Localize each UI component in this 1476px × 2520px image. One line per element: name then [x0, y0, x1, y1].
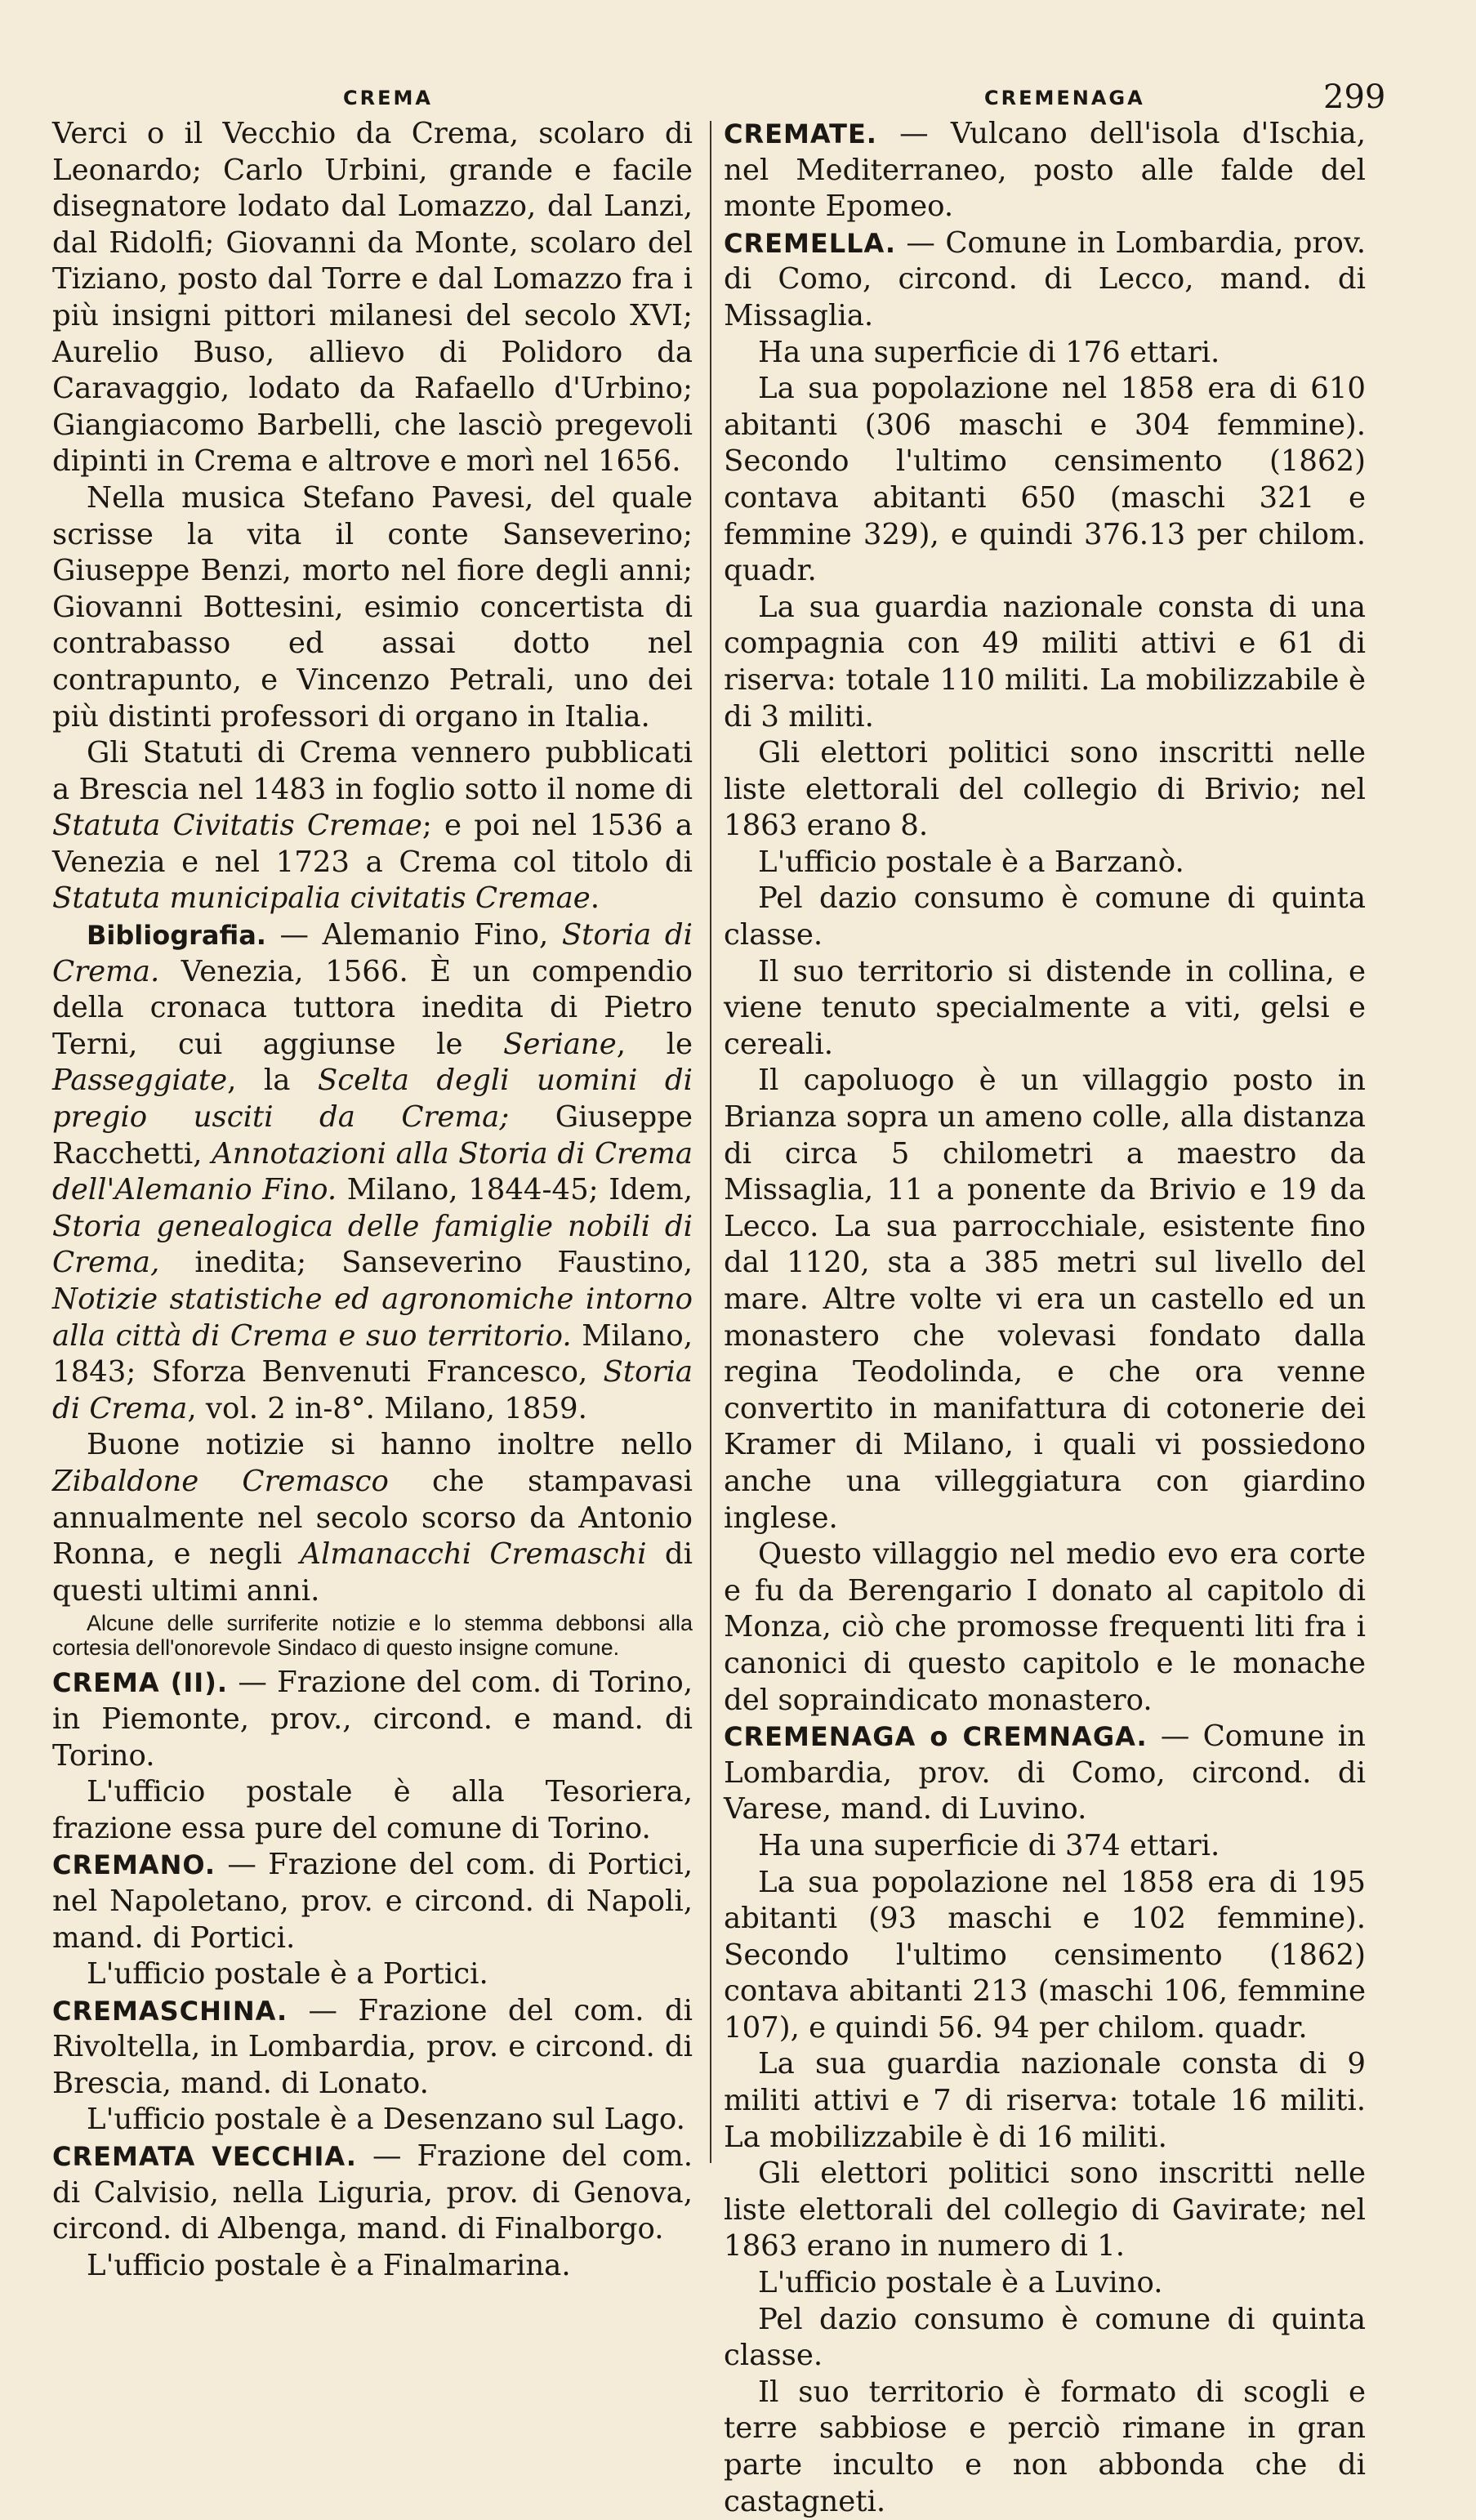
cremenaga-paragraph: Il suo territorio è formato di scogli e terre sabbiose e perciò rimane in gran parte inculto e non abbonda che di castagneti. — [724, 2375, 1366, 2518]
cremenaga-paragraph: Ha una superficie di 374 ettari. — [758, 1828, 1220, 1862]
entry-cremano-postal: L'ufficio postale è a Portici. — [87, 1957, 488, 1991]
cremella-paragraph: L'ufficio postale è a Barzanò. — [758, 845, 1184, 879]
cremella-paragraph: La sua popolazione nel 1858 era di 610 abitanti (306 maschi e 304 femmine). Secondo l'ultimo censimento (1862) contava abitanti 650 (maschi 321 e femmine 329), e quindi 376.13 per chilom. quadr. — [724, 372, 1366, 588]
cremenaga-paragraph: L'ufficio postale è a Luvino. — [758, 2266, 1163, 2300]
lemma-cremata-vecchia: CREMATA VECCHIA. — [52, 2141, 357, 2173]
cremella-paragraph: La sua guardia nazionale consta di una compagnia con 49 militi attivi e 61 di riserva: totale 110 militi. La mobilizzabile è di 3 militi. — [724, 590, 1366, 734]
footnote-acknowledgement: Alcune delle surriferite notizie e lo stemma debbonsi alla cortesia dell'onorevole Sindaco di questo insigne comune. — [52, 1611, 693, 1661]
paragraph-painters: Verci o il Vecchio da Crema, scolaro di Leonardo; Carlo Urbini, grande e facile disegnatore lodato dal Lomazzo, dal Lanzi, dal Ridolfi; Giovanni da Monte, scolaro del Tiziano, posto dal Torre e dal Lomazzo fra i più insigni pittori milanesi del secolo XVI; Aurelio Buso, allievo di Polidoro da Caravaggio, lodato da Rafaello d'Urbino; Giangiacomo Barbelli, che lasciò pregevoli dipinti in Crema e altrove e morì nel 1656. — [52, 117, 693, 479]
cremenaga-paragraph: La sua guardia nazionale consta di 9 militi attivi e 7 di riserva: totale 16 militi. La mobilizzabile è di 16 militi. — [724, 2047, 1366, 2154]
entry-crema-ii-postal: L'ufficio postale è alla Tesoriera, frazione essa pure del comune di Torino. — [52, 1775, 693, 1845]
page-number: 299 — [1323, 78, 1386, 116]
cremella-paragraph: Questo villaggio nel medio evo era corte e fu da Berengario I donato al capitolo di Monza, ciò che promosse frequenti liti fra i canonici di questo capitolo e le monache del sopraindicato monastero. — [724, 1537, 1366, 1717]
entry-cremaschina: CREMASCHINA. — Frazione del com. di Rivoltella, in Lombardia, prov. e circond. di Brescia, mand. di Lonato. — [52, 1993, 693, 2100]
entry-cremano: CREMANO. — Frazione del com. di Portici, nel Napoletano, prov. e circond. di Napoli, mand. di Portici. — [52, 1848, 693, 1955]
entry-cremata-vecchia-postal: L'ufficio postale è a Finalmarina. — [87, 2248, 571, 2282]
running-head-left: CREMA — [343, 87, 433, 109]
entry-cremenaga: CREMENAGA o CREMNAGA. — Comune in Lombardia, prov. di Como, circond. di Varese, mand. di Luvino. — [724, 1719, 1366, 1826]
right-column — [724, 116, 1366, 2520]
cremella-paragraph: Gli elettori politici sono inscritti nelle liste elettorali del collegio di Brivio; nel 1863 erano 8. — [724, 736, 1366, 843]
entry-cremaschina-postal: L'ufficio postale è a Desenzano sul Lago. — [87, 2103, 685, 2137]
cremenaga-paragraph: Pel dazio consumo è comune di quinta classe. — [724, 2302, 1366, 2373]
paragraph-statutes: Gli Statuti di Crema vennero pubblicati a Brescia nel 1483 in foglio sotto il nome di Statuta Civitatis Cremae; e poi nel 1536 a Venezia e nel 1723 a Crema col titolo di Statuta municipalia civitatis Cremae. — [52, 736, 693, 916]
lemma-cremaschina: CREMASCHINA. — [52, 1995, 288, 2027]
cremenaga-paragraph: La sua popolazione nel 1858 era di 195 abitanti (93 maschi e 102 femmine). Secondo l'ultimo censimento (1862) contava abitanti 213 (maschi 106, femmine 107), e quindi 56. 94 per chilom. quadr. — [724, 1865, 1366, 2045]
lemma-cremenaga: CREMENAGA o CREMNAGA. — [724, 1721, 1148, 1753]
entry-cremella: CREMELLA. — Comune in Lombardia, prov. di Como, circond. di Lecco, mand. di Missaglia. — [724, 225, 1366, 332]
lemma-cremate: CREMATE. — [724, 118, 877, 149]
lemma-cremano: CREMANO. — [52, 1849, 216, 1881]
cremella-paragraph: Il suo territorio si distende in collina, e viene tenuto specialmente a viti, gelsi e cereali. — [724, 954, 1366, 1061]
cremella-paragraph: Pel dazio consumo è comune di quinta classe. — [724, 881, 1366, 952]
paragraph-zibaldone: Buone notizie si hanno inoltre nello Zibaldone Cremasco che stampavasi annualmente nel secolo scorso da Antonio Ronna, e negli Almanacchi Cremaschi di questi ultimi anni. — [52, 1428, 693, 1608]
cremella-paragraph: Ha una superficie di 176 ettari. — [758, 335, 1220, 369]
paragraph-music: Nella musica Stefano Pavesi, del quale scrisse la vita il conte Sanseverino; Giuseppe Benzi, morto nel fiore degli anni; Giovanni Bottesini, esimio concertista di contrabasso ed assai dotto nel contrapunto, e Vincenzo Petrali, uno dei più distinti professori di organo in Italia. — [52, 480, 693, 734]
lemma-cremella: CREMELLA. — [724, 227, 896, 259]
left-column — [52, 116, 693, 2284]
entry-crema-ii: CREMA (II). — Frazione del com. di Torino, in Piemonte, prov., circond. e mand. di Torino. — [52, 1666, 693, 1773]
entry-cremata-vecchia: CREMATA VECCHIA. — Frazione del com. di Calvisio, nella Liguria, prov. di Genova, circond. di Albenga, mand. di Finalborgo. — [52, 2139, 693, 2246]
bibliography-label: Bibliografia. — [87, 920, 266, 952]
column-divider — [710, 121, 711, 2163]
entry-cremate: CREMATE. — Vulcano dell'isola d'Ischia, nel Mediterraneo, posto alle falde del monte Epomeo. — [724, 117, 1366, 224]
cremenaga-paragraph: Gli elettori politici sono inscritti nelle liste elettorali del collegio di Gavirate; nel 1863 erano in numero di 1. — [724, 2156, 1366, 2264]
cremella-paragraph: Il capoluogo è un villaggio posto in Brianza sopra un ameno colle, alla distanza di circa 5 chilometri a maestro da Missaglia, 11 a ponente da Brivio e 19 da Lecco. La sua parrocchiale, esistente fino dal 1120, sta a 385 metri sul livello del mare. Altre volte vi era un castello ed un monastero che volevasi fondato dalla regina Teodolinda, e che ora venne convertito in manifattura di cotonerie dei Kramer di Milano, i quali vi possiedono anche una villeggiatura con giardino inglese. — [724, 1064, 1366, 1535]
running-head-right: CREMENAGA — [984, 87, 1145, 109]
paragraph-bibliography: Bibliografia. — Alemanio Fino, Storia di Crema. Venezia, 1566. È un compendio della cronaca tuttora inedita di Pietro Terni, cui aggiunse le Seriane, le Passeggiate, la Scelta degli uomini di pregio usciti da Crema; Giuseppe Racchetti, Annotazioni alla Storia di Crema dell'Alemanio Fino. Milano, 1844-45; Idem, Storia genealogica delle famiglie nobili di Crema, inedita; Sanseverino Faustino, Notizie statistiche ed agronomiche intorno alla città di Crema e suo territorio. Milano, 1843; Sforza Benvenuti Francesco, Storia di Crema, vol. 2 in-8°. Milano, 1859. — [52, 918, 693, 1425]
lemma-crema-ii: CREMA (II). — [52, 1667, 228, 1699]
